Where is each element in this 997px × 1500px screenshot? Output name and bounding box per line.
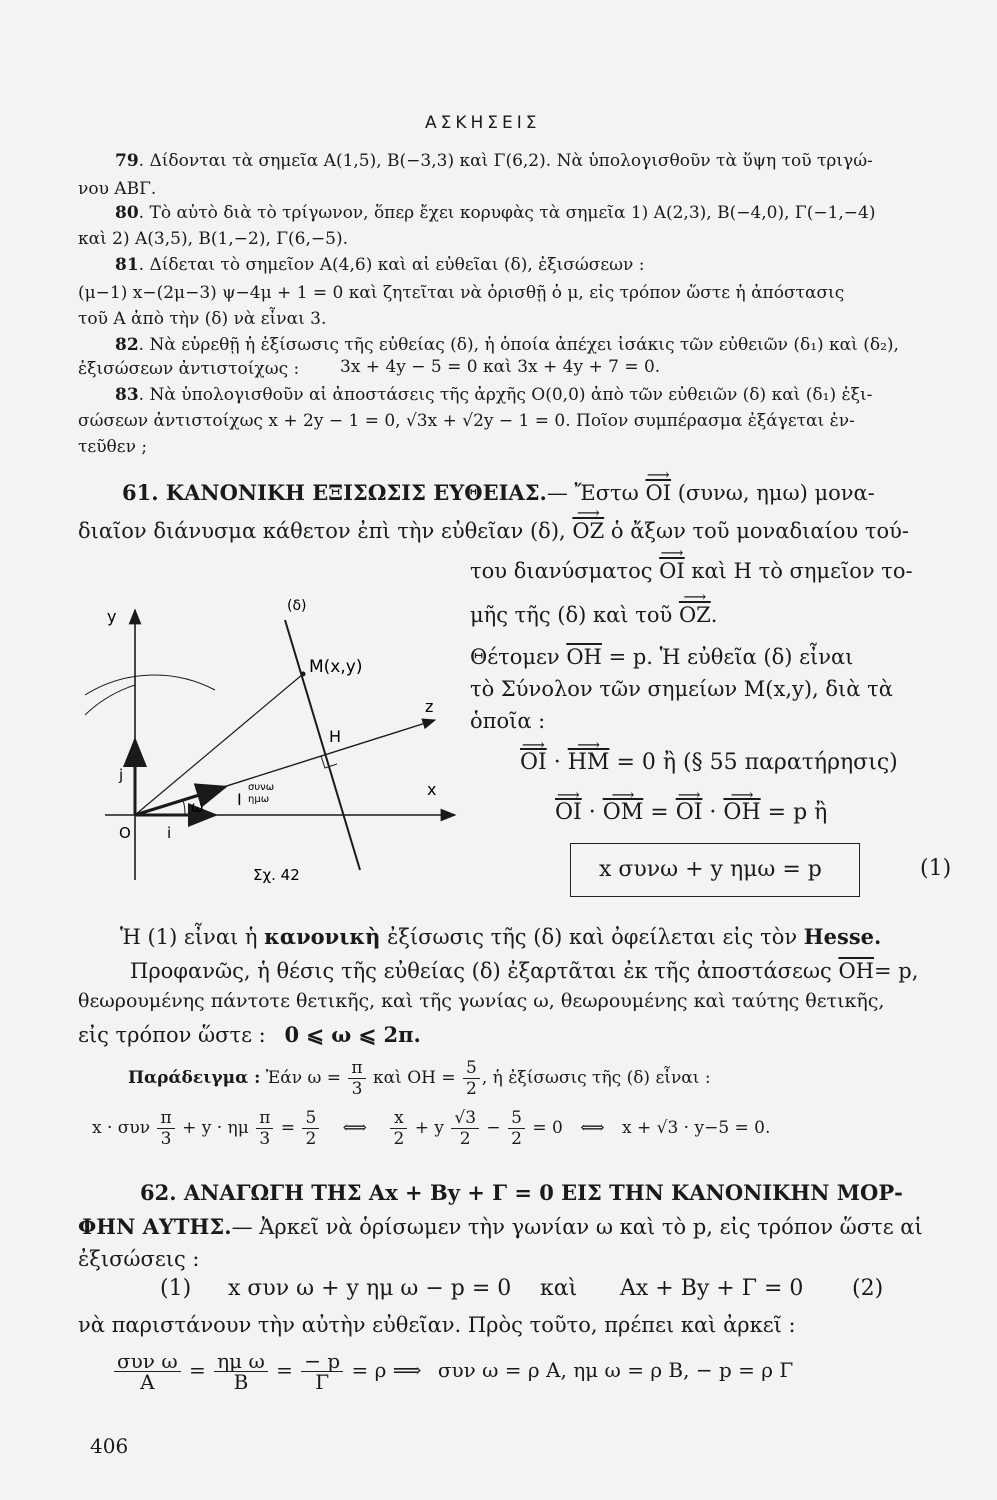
example-label: Παράδειγμα : — [128, 1068, 261, 1088]
exercise-text: . Τὸ αὐτὸ διὰ τὸ τρίγωνον, ὅπερ ἔχει κορυφὰς τὰ σημεῖα 1) Α(2,3), Β(−4,0), Γ(−1,−4) — [138, 203, 876, 223]
exercise-79 — [115, 150, 873, 172]
text: ἐξίσωσις τῆς (δ) καὶ ὀφείλεται εἰς τὸν — [387, 925, 798, 949]
exercise-83-line2: σώσεων ἀντιστοίχως x + 2y − 1 = 0, √3x + √2y − 1 = 0. Ποῖον συμπέρασμα ἐξάγεται ἐν- — [78, 411, 855, 431]
text: καὶ — [540, 1276, 578, 1301]
O-label: O — [119, 824, 131, 842]
exercise-text: . Νὰ ὑπολογισθοῦν αἱ ἀποστάσεις τῆς ἀρχῆς Ο(0,0) ἀπὸ τῶν εὐθειῶν (δ) καὶ (δ₁) ἐξι- — [138, 385, 873, 405]
exercise-text: . Νὰ εὑρεθῇ ἡ ἐξίσωσις τῆς εὐθείας (δ), ἡ ὁποία ἀπέχει ἰσάκις τῶν εὐθειῶν (δ₁) καὶ (δ₂), — [138, 335, 899, 355]
denominator: A — [140, 1370, 155, 1394]
equation-label-1: (1) — [920, 856, 952, 881]
text: διαῖον διάνυσμα κάθετον ἐπὶ τὴν εὐθεῖαν (δ), — [78, 519, 566, 543]
exercise-82-line2a: ἐξισώσεων ἀντιστοίχως : — [78, 359, 300, 379]
section-62-line2 — [78, 1214, 923, 1240]
text: Θέτομεν — [470, 645, 560, 669]
I-sin-label: ημω — [248, 794, 270, 805]
section-61-title-line — [122, 480, 875, 506]
text: + y · ημ — [182, 1118, 249, 1138]
j-label: j — [119, 766, 124, 784]
exercise-83-line3: τεῦθεν ; — [78, 437, 148, 457]
fraction-cos-A — [114, 1351, 181, 1392]
text: = p. Ἡ εὐθεῖα (δ) εἶναι — [608, 645, 854, 669]
exercise-79-line2: νου ΑΒΓ. — [78, 179, 157, 199]
text: Ἡ (1) εἶναι ἡ — [120, 925, 258, 949]
fraction-5-2 — [463, 1058, 480, 1099]
exercise-number: 79 — [115, 151, 139, 171]
y-label: y — [107, 607, 117, 626]
text: x + √3 · y−5 = 0. — [621, 1118, 771, 1138]
vector-OI — [135, 787, 225, 815]
denominator: 3 — [160, 1129, 172, 1149]
text: — Ἀρκεῖ νὰ ὁρίσωμεν τὴν γωνίαν ω καὶ τὸ p, εἰς τρόπον ὥστε αἱ — [231, 1215, 923, 1239]
denominator: 2 — [459, 1129, 471, 1149]
section-62-title: 62. ΑΝΑΓΩΓΗ ΤΗΣ Ax + By + Γ = 0 ΕΙΣ ΤΗΝ ΚΑΝΟΝΙΚΗΝ ΜΟΡ- — [140, 1180, 903, 1205]
z-label: z — [425, 697, 434, 716]
emphasis: κανονικὴ — [264, 924, 381, 949]
figure-42 — [85, 580, 465, 900]
equivalence-arrow: ⟺ — [342, 1118, 368, 1138]
numerator: π — [157, 1108, 174, 1129]
vector-OI: ⟶ $\overline{OI}$ — [555, 800, 582, 826]
text: (συνω, ημω) μονα- — [677, 481, 875, 505]
text: Προφανῶς, ἡ θέσις τῆς εὐθείας (δ) ἐξαρτᾶται ἐκ τῆς ἀποστάσεως — [130, 959, 832, 983]
exercise-number: 83 — [115, 385, 139, 405]
section-61-line4 — [470, 602, 717, 628]
unit-circle-arc — [85, 675, 215, 695]
fraction-pi-3 — [157, 1108, 174, 1149]
x-label: x — [427, 780, 437, 799]
numerator: 5 — [302, 1108, 319, 1129]
text: = p, — [874, 959, 919, 983]
text: καὶ ΟΗ = — [373, 1068, 456, 1088]
text: , ἡ ἐξίσωσις τῆς (δ) εἶναι : — [481, 1068, 711, 1088]
boxed-equation — [570, 843, 860, 897]
paragraph-line1 — [130, 958, 918, 984]
exercise-82-equations: 3x + 4y − 5 = 0 καὶ 3x + 4y + 7 = 0. — [340, 357, 661, 377]
denominator: 2 — [466, 1079, 477, 1099]
denominator: 3 — [259, 1129, 271, 1149]
text: = ρ ⟹ — [351, 1358, 422, 1382]
section-62-title-end: ΦΗΝ ΑΥΤΗΣ. — [78, 1214, 232, 1239]
equation-label-1b: (1) — [160, 1276, 192, 1301]
text: — Ἔστω — [546, 481, 639, 505]
text: . — [710, 603, 718, 627]
section-61-title: 61. ΚΑΝΟΝΙΚΗ ΕΞΙΣΩΣΙΣ ΕΥΘΕΙΑΣ. — [122, 480, 547, 505]
text: · — [553, 750, 568, 775]
text: = 0 — [532, 1118, 563, 1138]
exercise-number: 82 — [115, 335, 139, 355]
fraction-sin-B — [214, 1351, 268, 1392]
denominator: 2 — [305, 1129, 317, 1149]
paragraph-line2: θεωρουμένης πάντοτε θετικῆς, καὶ τῆς γωνίας ω, θεωρουμένης καὶ ταύτης θετικῆς, — [78, 990, 885, 1012]
M-label: M(x,y) — [309, 657, 363, 677]
denominator: Γ — [315, 1370, 330, 1394]
exercise-81-line3: τοῦ Α ἀπὸ τὴν (δ) νὰ εἶναι 3. — [78, 309, 327, 329]
numerator: 5 — [508, 1108, 525, 1129]
text: Ἐάν ω = — [265, 1068, 342, 1088]
fraction-p-G — [301, 1351, 343, 1392]
figure-caption: Σχ. 42 — [253, 866, 300, 884]
general-form-equation: Ax + By + Γ = 0 — [620, 1276, 804, 1301]
text: = — [280, 1118, 296, 1138]
example-line — [128, 1058, 711, 1099]
I-label: I — [237, 790, 242, 809]
angle-range: 0 ⩽ ω ⩽ 2π. — [284, 1022, 421, 1047]
result-relations: συν ω = ρ A, ημ ω = ρ B, − p = ρ Γ — [437, 1358, 794, 1382]
fraction-pi-3 — [256, 1108, 273, 1149]
normal-form-general: x συν ω + y ημ ω − p = 0 — [228, 1276, 512, 1301]
fraction-5-2 — [508, 1108, 525, 1149]
text: = 0 ἢ (§ 55 παρατήρησις) — [616, 750, 898, 775]
fraction-sqrt3-2 — [451, 1108, 479, 1149]
vector-OM: ⟶ $\overline{OM}$ — [603, 800, 644, 826]
vector-HM: ⟶ $\overline{HM}$ — [568, 750, 610, 776]
angle-omega-arc — [183, 800, 185, 815]
vector-OI: ⟶ $\overline{OI}$ — [520, 750, 547, 776]
exercise-81-line2: (μ−1) x−(2μ−3) ψ−4μ + 1 = 0 καὶ ζητεῖται νὰ ὁρισθῇ ὁ μ, εἰς τρόπον ὥστε ἡ ἀπόστασις — [78, 283, 845, 303]
page-number: 406 — [90, 1434, 129, 1458]
vector-OI: ⟶ $\overline{OI}$ — [659, 558, 685, 584]
equivalence-arrow: ⟺ — [580, 1118, 605, 1138]
exercise-text: . Δίδεται τὸ σημεῖον Α(4,6) καὶ αἱ εὐθεῖαι (δ), ἐξισώσεων : — [138, 255, 645, 275]
normal-form-equation: x συνω + y ημω = p — [599, 857, 822, 882]
text: x · συν — [92, 1118, 151, 1138]
denominator: 3 — [351, 1079, 363, 1099]
example-result-line — [92, 1108, 770, 1149]
fraction-5-2 — [302, 1108, 319, 1149]
point-M — [301, 672, 306, 677]
text: + y — [414, 1118, 444, 1138]
paragraph-line3 — [78, 1022, 421, 1048]
omega-label: ω — [191, 798, 204, 816]
exercise-80-line2: καὶ 2) Α(3,5), Β(1,−2), Γ(6,−5). — [78, 229, 348, 249]
numerator: 5 — [463, 1058, 480, 1079]
fraction-x-2 — [390, 1108, 407, 1149]
equation-dot-HM — [520, 750, 898, 776]
text: = p ἢ — [767, 800, 828, 825]
text: − — [486, 1118, 501, 1138]
denominator: 2 — [511, 1129, 522, 1149]
exercise-number: 80 — [115, 203, 139, 223]
text: ὁ ἄξων τοῦ μοναδιαίου τού- — [610, 519, 909, 543]
exercise-80 — [115, 202, 876, 224]
exercise-number: 81 — [115, 255, 139, 275]
exercise-text: . Δίδονται τὰ σημεῖα Α(1,5), Β(−3,3) καὶ Γ(6,2). Νὰ ὑπολογισθοῦν τὰ ὕψη τοῦ τριγώ- — [138, 151, 873, 171]
segment-OH: $\overline{OH}$ — [838, 959, 874, 983]
segment-OM — [135, 674, 303, 815]
text: καὶ Η τὸ σημεῖον το- — [691, 559, 913, 583]
equation-label-2: (2) — [852, 1276, 884, 1301]
segment-OH: $\overline{OH}$ — [566, 645, 602, 669]
numerator: √3 — [451, 1108, 479, 1129]
numerator: x — [390, 1108, 407, 1129]
vector-OI: ⟶ $\overline{OI}$ — [676, 800, 703, 826]
vector-OZ: ⟶ $\overline{OZ}$ — [572, 518, 604, 544]
section-62-line3: ἐξισώσεις : — [78, 1247, 200, 1271]
vector-OH: ⟶ $\overline{OH}$ — [723, 800, 760, 826]
denominator: 2 — [393, 1129, 405, 1149]
i-label: i — [167, 824, 172, 842]
vector-OZ: ⟶ $\overline{OZ}$ — [679, 602, 711, 628]
fraction-pi-3 — [348, 1058, 365, 1099]
I-cos-label: συνω — [248, 782, 275, 793]
hesse-line — [120, 924, 881, 950]
text: του διανύσματος — [470, 559, 653, 583]
section-61-line3 — [470, 558, 913, 584]
numerator: π — [256, 1108, 273, 1129]
numerator: ημ ω — [214, 1351, 268, 1372]
exercise-81 — [115, 254, 645, 276]
hesse-name: Hesse. — [803, 924, 882, 949]
section-61-line2 — [78, 518, 909, 544]
section-61-line6: τὸ Σύνολον τῶν σημείων Μ(x,y), διὰ τὰ — [470, 677, 893, 701]
vector-OI: ⟶ $\overline{OI}$ — [645, 480, 671, 506]
numerator: − p — [301, 1351, 343, 1372]
section-62-line4: νὰ παριστάνουν τὴν αὐτὴν εὐθεῖαν. Πρὸς τοῦτο, πρέπει καὶ ἀρκεῖ : — [78, 1313, 796, 1337]
section-61-line7: ὁποῖα : — [470, 709, 546, 733]
text: μῆς τῆς (δ) καὶ τοῦ — [470, 603, 673, 627]
section-61-line5 — [470, 644, 853, 670]
numerator: συν ω — [114, 1351, 181, 1372]
equation-dot-OM: ⟶ $\overline{OI}$ · ⟶ $\overline{OM}$ = ⟶ $\overline{OI}$ · ⟶ $\overline{OH} = p$ ἢ — [555, 800, 827, 826]
exercise-82 — [115, 334, 899, 356]
numerator: π — [348, 1058, 365, 1079]
page-header: ΑΣΚΗΣΕΙΣ — [425, 113, 541, 133]
exercise-83 — [115, 384, 872, 406]
proportion-equation: $\frac{\text{συν ω}}{A}$ = $\frac{\text{ημ ω}}{B}$ = $\frac{- p}{\Gamma}$ = ρ ⟹ συν ω = ρ A, ημ ω = ρ B, − p = ρ Γ — [112, 1348, 793, 1392]
text: εἰς τρόπον ὥστε : — [78, 1023, 266, 1047]
denominator: B — [233, 1370, 249, 1394]
H-label: H — [329, 727, 342, 746]
delta-label: (δ) — [287, 598, 307, 614]
right-angle-mark — [321, 756, 337, 768]
